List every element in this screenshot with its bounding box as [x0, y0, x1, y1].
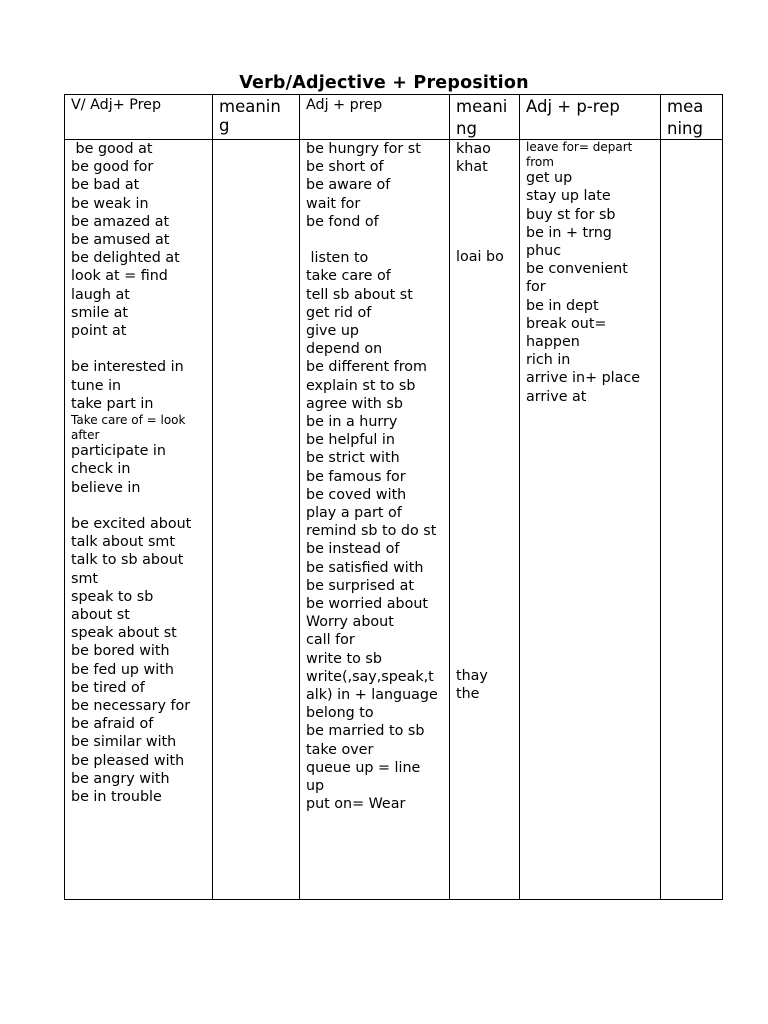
list-item: be different from: [306, 359, 427, 376]
list-item: arrive at: [526, 388, 587, 405]
list-item: be amazed at: [71, 213, 170, 230]
list-item: participate in: [71, 443, 166, 460]
list-item: break out= happen: [526, 315, 611, 351]
list-item: be aware of: [306, 177, 391, 194]
list-item: be strict with: [306, 450, 400, 467]
list-item: queue up = line up: [306, 759, 425, 795]
list-item: be interested in: [71, 359, 184, 376]
list-item: Worry about: [306, 614, 394, 631]
adj-prep-list: [300, 140, 450, 900]
list-item: agree with sb: [306, 395, 403, 412]
list-item: check in: [71, 461, 131, 478]
header-meaning-3: mea ning: [661, 95, 723, 140]
list-item: be in dept: [526, 297, 599, 314]
list-item: laugh at: [71, 286, 130, 303]
list-item: be in trouble: [71, 789, 162, 806]
list-item: be similar with: [71, 734, 177, 751]
list-item: be worried about: [306, 596, 428, 613]
list-item: be good at: [71, 141, 153, 157]
meaning-column-2: [450, 140, 520, 900]
vocabulary-table: [64, 94, 723, 900]
list-item: explain st to sb: [306, 377, 416, 394]
blank-line: [71, 340, 212, 358]
list-item: belong to: [306, 705, 374, 722]
list-item: be short of: [306, 159, 384, 176]
meaning-khat: khat: [456, 159, 488, 176]
meaning-khao: khao: [456, 141, 491, 157]
list-item: be fond of: [306, 213, 379, 230]
header-meaning-2: meani ng: [450, 95, 520, 140]
list-item: take part in: [71, 395, 154, 412]
list-item: be coved with: [306, 486, 407, 503]
list-item: stay up late: [526, 188, 611, 205]
list-item: write to sb: [306, 650, 382, 667]
list-item: arrive in+ place: [526, 370, 641, 387]
list-item: be hungry for st: [306, 141, 421, 157]
list-item: speak about st: [71, 625, 177, 642]
list-item: depend on: [306, 341, 383, 358]
list-item: be instead of: [306, 541, 400, 558]
list-item: remind sb to do st: [306, 523, 437, 540]
list-item: tune in: [71, 377, 122, 394]
header-verb-adj-prep: V/ Adj+ Prep: [65, 95, 213, 140]
table-body-row: [65, 140, 723, 900]
list-item: put on= Wear: [306, 796, 406, 813]
list-item: take over: [306, 741, 374, 758]
list-item: smile at: [71, 304, 129, 321]
blank-line: [306, 231, 449, 249]
adj-p-rep-list: [520, 140, 661, 900]
list-item: give up: [306, 323, 359, 340]
list-item: Take care of = look after: [71, 413, 190, 442]
page-title: Verb/Adjective + Preposition: [239, 73, 529, 93]
list-item: leave for= depart from: [526, 140, 637, 169]
list-item: be pleased with: [71, 752, 185, 769]
list-item: tell sb about st: [306, 286, 413, 303]
list-item: wait for: [306, 195, 361, 212]
list-item: be good for: [71, 159, 154, 176]
list-item: be necessary for: [71, 698, 191, 715]
list-item: be delighted at: [71, 250, 180, 267]
list-item: be surprised at: [306, 577, 414, 594]
list-item: take care of: [306, 268, 391, 285]
list-item: be in a hurry: [306, 414, 398, 431]
list-item: rich in: [526, 352, 571, 369]
list-item: play a part of: [306, 505, 402, 522]
meaning-column-3: [661, 140, 723, 900]
verb-adj-prep-list: [65, 140, 213, 900]
list-item: be bored with: [71, 643, 170, 660]
list-item: be satisfied with: [306, 559, 424, 576]
meaning-loai-bo: loai bo: [456, 249, 504, 266]
header-meaning-1: meanin g: [213, 95, 300, 140]
list-item: be married to sb: [306, 723, 425, 740]
list-item: call for: [306, 632, 355, 649]
list-item: speak to sb about st: [71, 588, 158, 624]
list-item: be amused at: [71, 232, 170, 249]
list-item: write(,say,speak,talk) in + language: [306, 668, 438, 704]
list-item: be helpful in: [306, 432, 395, 449]
list-item: talk about smt: [71, 534, 175, 551]
list-item: be fed up with: [71, 661, 174, 678]
meaning-column-1: [213, 140, 300, 900]
list-item: get rid of: [306, 304, 372, 321]
list-item: be excited about: [71, 516, 192, 533]
list-item: be angry with: [71, 770, 170, 787]
list-item: be tired of: [71, 679, 145, 696]
meaning-the: the: [456, 685, 480, 702]
table-header-row: [65, 95, 723, 140]
list-item: look at = find: [71, 268, 168, 285]
list-item: believe in: [71, 479, 141, 496]
list-item: get up: [526, 170, 573, 187]
list-item: talk to sb about smt: [71, 552, 188, 587]
list-item: be weak in: [71, 195, 149, 212]
blank-line: [71, 497, 212, 515]
list-item: be bad at: [71, 177, 140, 194]
header-adj-p-rep: Adj + p-rep: [520, 95, 661, 140]
list-item: be in + trng phuc: [526, 224, 617, 259]
list-item: buy st for sb: [526, 206, 616, 223]
list-item: be famous for: [306, 468, 406, 485]
list-item: be afraid of: [71, 716, 154, 733]
meaning-thay: thay: [456, 667, 488, 684]
list-item: point at: [71, 323, 127, 340]
header-adj-prep: Adj + prep: [300, 95, 450, 140]
list-item: be convenient for: [526, 261, 633, 296]
list-item: listen to: [306, 250, 369, 267]
